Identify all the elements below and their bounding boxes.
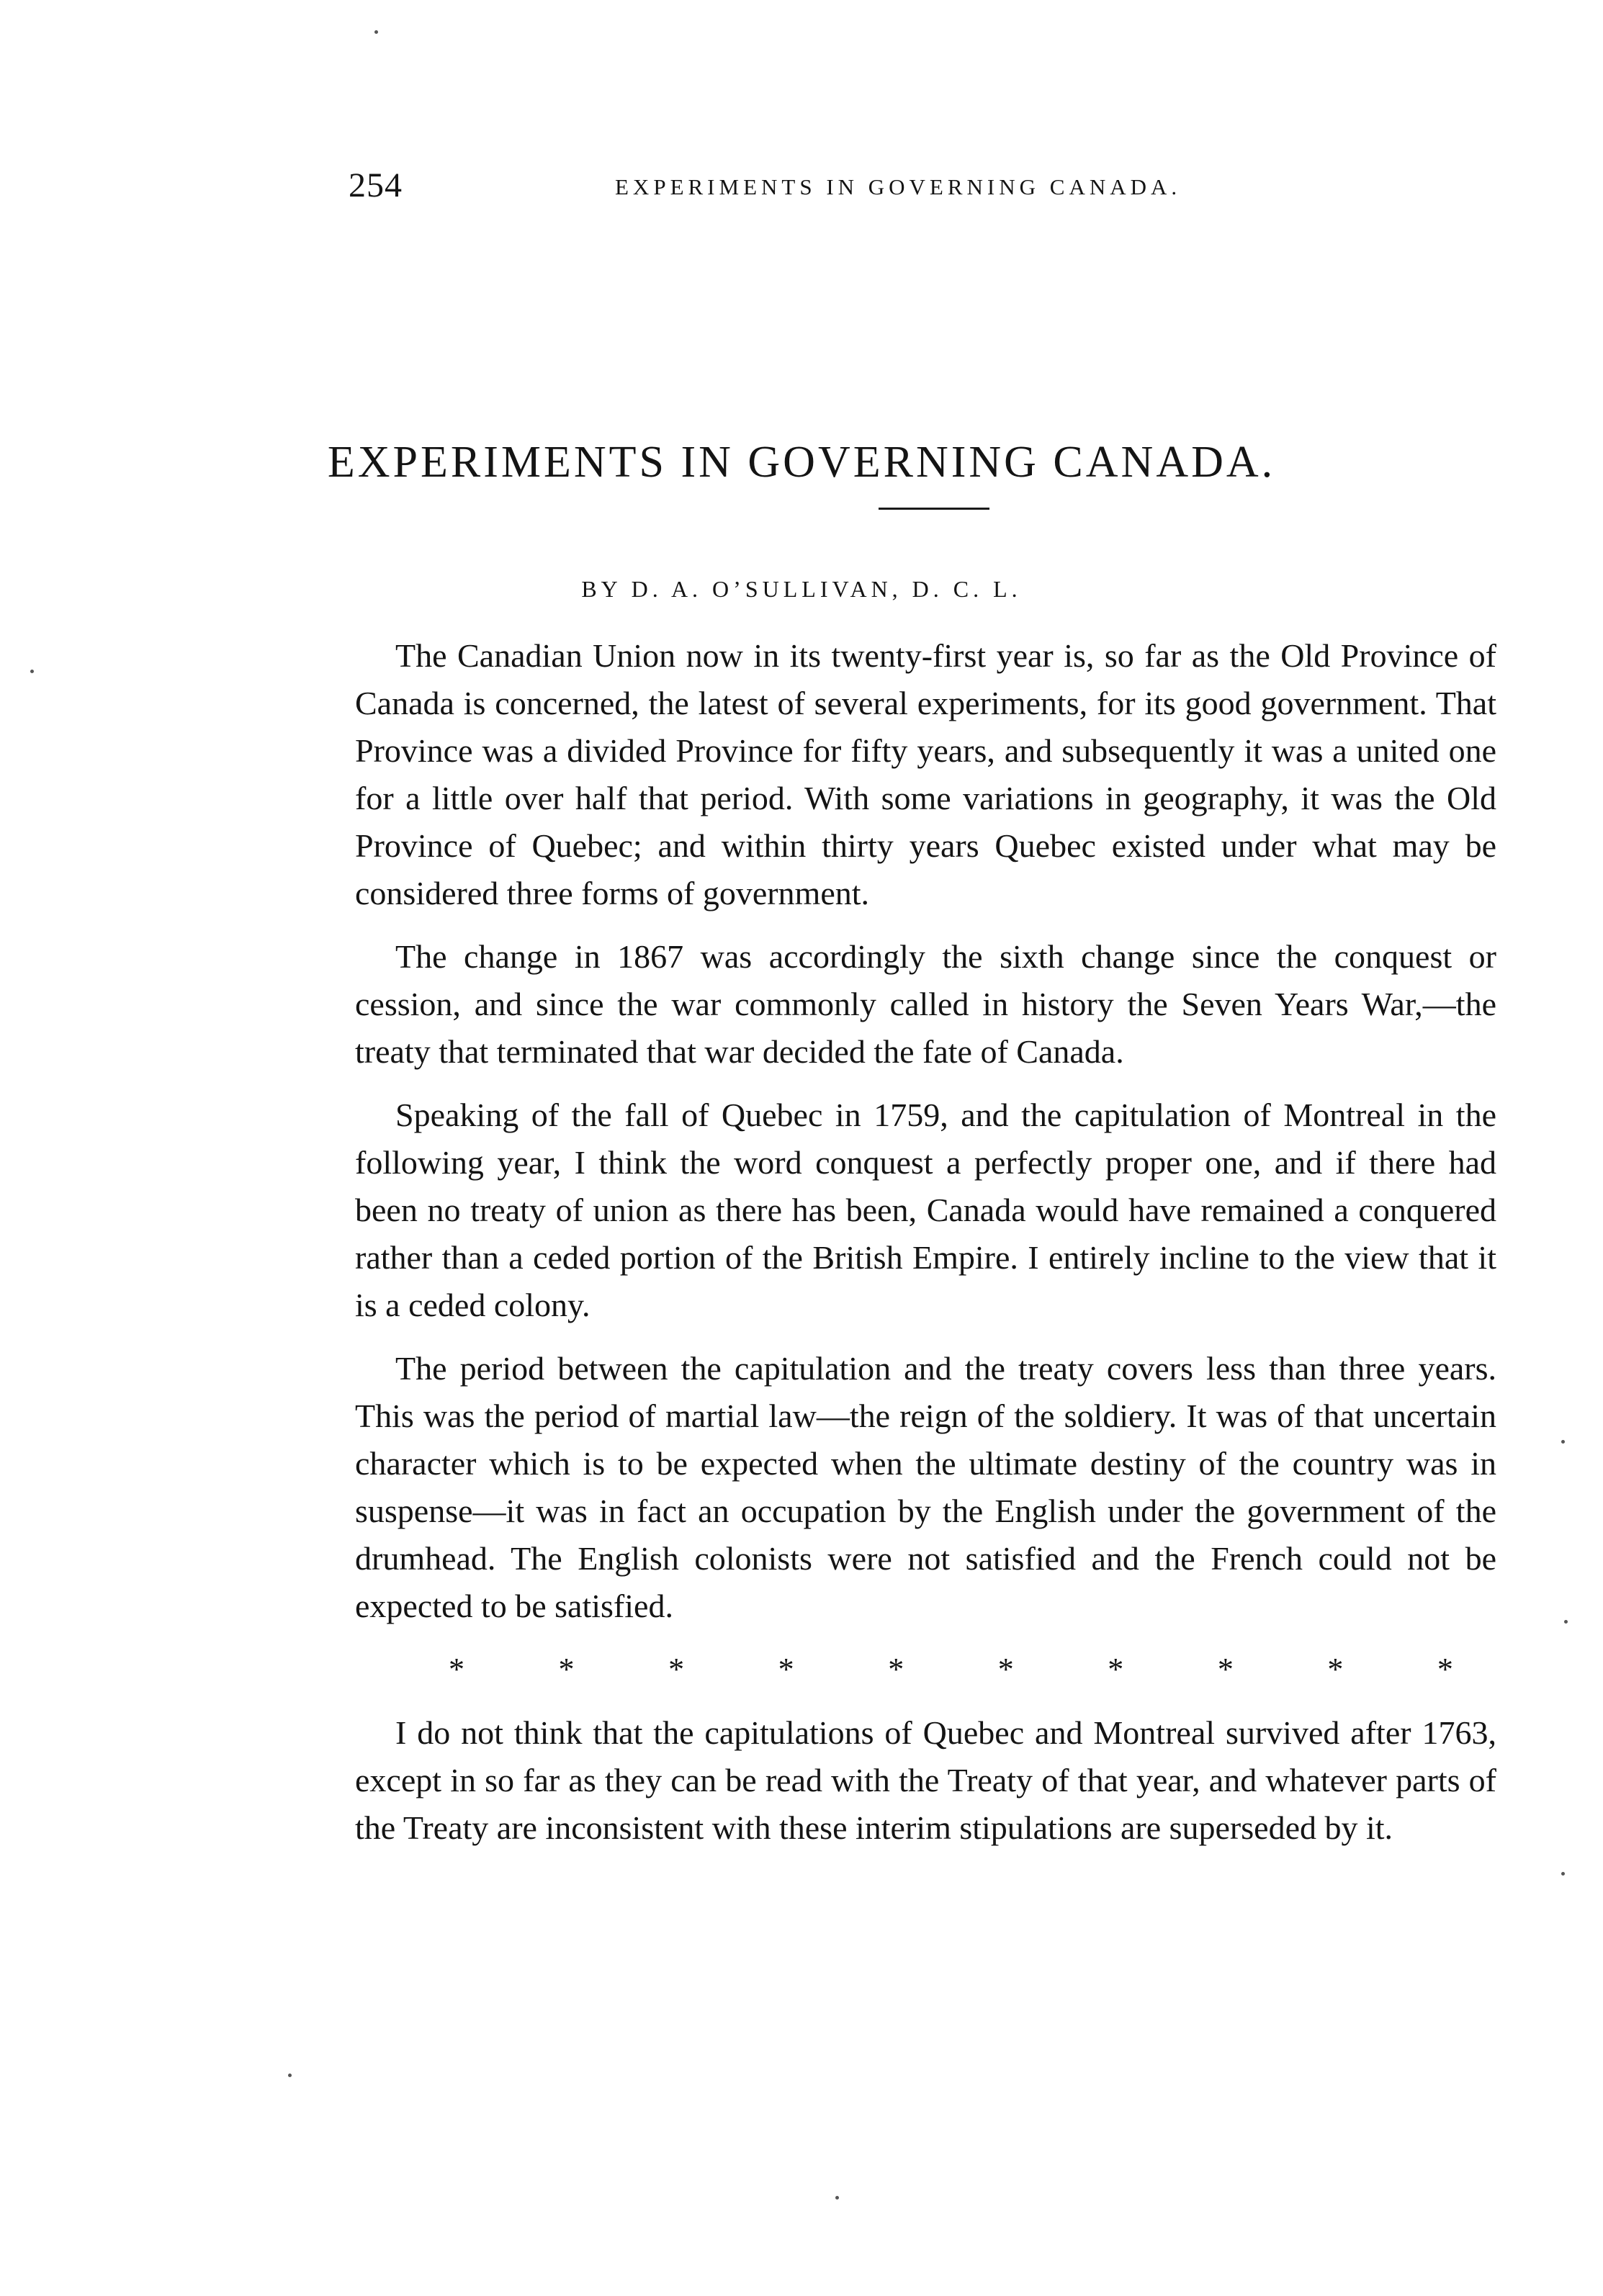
section-break-star: * xyxy=(668,1652,685,1687)
section-break-star: * xyxy=(778,1652,794,1687)
title-divider xyxy=(879,508,989,510)
section-break xyxy=(355,1646,1496,1693)
article-title: EXPERIMENTS IN GOVERNING CANADA. xyxy=(327,437,1276,487)
scan-speck xyxy=(1561,1872,1565,1876)
section-break-star: * xyxy=(1217,1652,1234,1687)
section-break-star: * xyxy=(558,1652,575,1687)
author-byline: BY D. A. O’SULLIVAN, D. C. L. xyxy=(581,576,1022,602)
scan-speck xyxy=(1564,1620,1568,1624)
scan-speck xyxy=(374,30,378,34)
article-body xyxy=(355,632,1496,1868)
section-break-star: * xyxy=(1327,1652,1344,1687)
page-number: 254 xyxy=(349,166,403,204)
section-break-star: * xyxy=(997,1652,1014,1687)
section-break-star: * xyxy=(449,1652,464,1687)
paragraph-4: The period between the capitulation and the treaty covers less than three years. This was the period of martial law—the reign of the soldiery. It was of that uncertain character which is to be expected when the ultimate destiny of the country was in suspense—it was in fact an occupation by the English under the government of the drumhead. The English colonists were not satisfied and the French could not be expected to be satisfied. xyxy=(355,1350,1496,1624)
paragraph-2: The change in 1867 was accordingly the sixth change since the conquest or cession, and since the war commonly called in history the Seven Years War,—the treaty that terminated that war decided the fate of Canada. xyxy=(355,938,1496,1070)
paragraph-1: The Canadian Union now in its twenty-first year is, so far as the Old Province of Canada is concerned, the latest of several experiments, for its good government. That Province was a divided Province for fifty years, and subsequently it was a united one for a little over half that period. With some variations in geography, it was the Old Province of Quebec; and within thirty years Quebec existed under what may be considered three forms of government. xyxy=(355,637,1496,911)
section-break-star: * xyxy=(1108,1652,1124,1687)
section-break-star: * xyxy=(888,1652,904,1687)
paragraph-3: Speaking of the fall of Quebec in 1759, and the capitulation of Montreal in the following year, I think the word conquest a perfectly proper one, and if there had been no treaty of union as there has been, Canada would have remained a conquered rather than a ceded portion of the British Empire. I entirely incline to the view that it is a ceded colony. xyxy=(355,1097,1496,1323)
scan-speck xyxy=(1561,1440,1565,1444)
paragraph-5: I do not think that the capitulations of Quebec and Montreal survived after 1763, except in so far as they can be read with the Treaty of that year, and whatever parts of the Treaty are inconsistent with these interim stipulations are superseded by it. xyxy=(355,1714,1496,1846)
running-head-title: EXPERIMENTS IN GOVERNING CANADA. xyxy=(615,174,1182,199)
scan-speck xyxy=(30,670,34,673)
section-break-star: * xyxy=(1437,1652,1453,1687)
scan-speck xyxy=(288,2074,292,2077)
running-head xyxy=(349,166,1515,209)
scan-speck xyxy=(835,2196,839,2200)
